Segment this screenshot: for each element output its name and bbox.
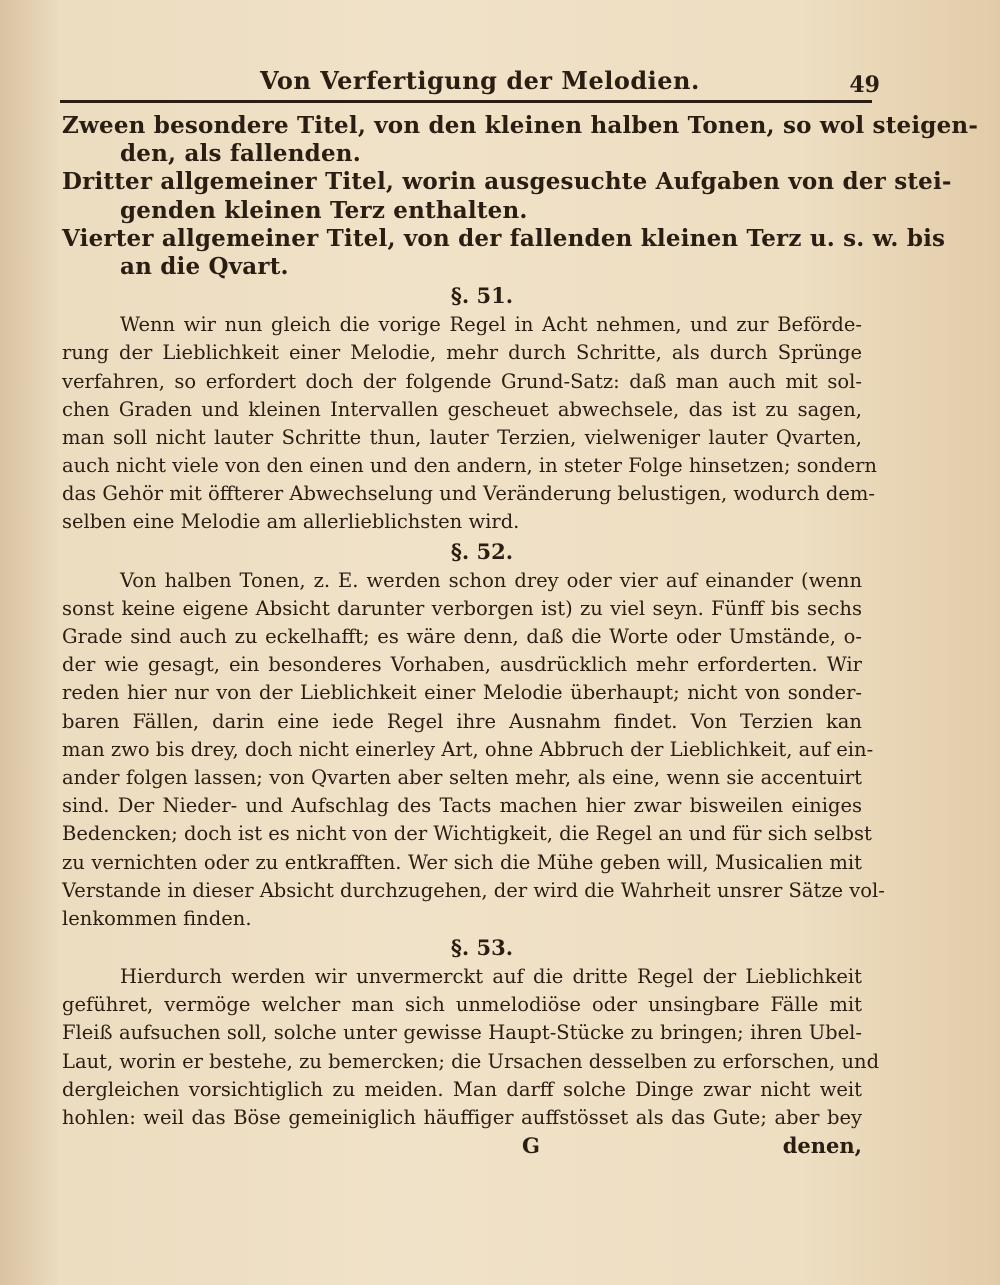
header-rule — [60, 100, 872, 103]
running-title: Von Verfertigung der Melodien. — [260, 66, 700, 95]
signature-mark: G — [522, 1133, 540, 1159]
text-line: Von halben Tonen, z. E. werden schon drey oder vier auf einander (wenn — [120, 568, 862, 592]
text-line: ander folgen lassen; von Qvarten aber selten mehr, als eine, wenn sie accentuirt — [62, 765, 862, 789]
page-footer — [62, 1132, 862, 1160]
text-line: Wenn wir nun gleich die vorige Regel in Acht nehmen, und zur Beförde- — [120, 313, 862, 337]
text-line: geführet, vermöge welcher man sich unmelodiöse oder unsingbare Fälle mit — [62, 993, 862, 1017]
text-line: lenkommen finden. — [62, 906, 252, 930]
text-line: Grade sind auch zu eckelhafft; es wäre denn, daß die Worte oder Umstände, o- — [62, 625, 862, 648]
title-line: Zween besondere Titel, von den kleinen halben Tonen, so wol steigen- — [62, 112, 979, 139]
title-entry — [62, 112, 979, 168]
section-heading: §. 53. — [450, 935, 514, 961]
text-line: man zwo bis drey, doch nicht einerley Art, ohne Abbruch der Lieblichkeit, auf ein- — [62, 737, 874, 761]
text-line: hohlen: weil das Böse gemeiniglich häuffiger auffstösset als das Gute; aber bey — [62, 1106, 862, 1129]
title-line: Dritter allgemeiner Titel, worin ausgesuchte Aufgaben von der stei- — [62, 168, 952, 196]
text-line: zu vernichten oder zu entkrafften. Wer sich die Mühe geben will, Musicalien mit — [62, 850, 862, 874]
title-entry — [62, 168, 952, 224]
title-line: an die Qvart. — [120, 252, 289, 280]
page-number: 49 — [849, 72, 880, 98]
text-line: das Gehör mit öffterer Abwechselung und Veränderung belustigen, wodurch dem- — [62, 482, 875, 506]
section-heading: §. 51. — [450, 283, 514, 309]
title-line: genden kleinen Terz enthalten. — [120, 196, 528, 224]
text-line: sind. Der Nieder- und Aufschlag des Tacts machen hier zwar bisweilen einiges — [62, 794, 862, 818]
text-line: dergleichen vorsichtiglich zu meiden. Man darff solche Dinge zwar nicht weit — [62, 1077, 862, 1101]
text-line: Hierdurch werden wir unvermerckt auf die dritte Regel der Lieblichkeit — [120, 965, 862, 989]
section-paragraph — [62, 963, 880, 1132]
text-line: man soll nicht lauter Schritte thun, lauter Terzien, vielweniger lauter Qvarten, — [62, 425, 862, 449]
text-line: Fleiß aufsuchen soll, solche unter gewisse Haupt-Stücke zu bringen; ihren Ubel- — [62, 1021, 862, 1045]
title-line: den, als fallenden. — [120, 140, 361, 168]
text-line: baren Fällen, darin eine iede Regel ihre Ausnahm findet. Von Terzien kan — [62, 709, 862, 733]
section-heading: §. 52. — [450, 538, 514, 564]
page-header — [60, 66, 880, 98]
section-paragraph — [62, 311, 877, 537]
text-line: Laut, worin er bestehe, zu bemercken; die Ursachen desselben zu erforschen, und — [62, 1049, 880, 1073]
title-entry — [62, 224, 946, 281]
title-line: Vierter allgemeiner Titel, von der fallenden kleinen Terz u. s. w. bis — [62, 224, 946, 252]
text-line: chen Graden und kleinen Intervallen gescheuet abwechsele, das ist zu sagen, — [62, 397, 862, 421]
text-line: sonst keine eigene Absicht darunter verborgen ist) zu viel seyn. Fünff bis sechs — [62, 596, 862, 620]
text-line: selben eine Melodie am allerlieblichsten wird. — [62, 510, 520, 534]
text-line: der wie gesagt, ein besonderes Vorhaben, ausdrücklich mehr erforderten. Wir — [62, 653, 862, 677]
text-line: auch nicht viele von den einen und den andern, in steter Folge hinsetzen; sondern — [62, 454, 877, 478]
text-line: rung der Lieblichkeit einer Melodie, mehr durch Schritte, als durch Sprünge — [62, 341, 862, 365]
page-body — [62, 112, 979, 1160]
text-line: reden hier nur von der Lieblichkeit einer Melodie überhaupt; nicht von sonder- — [62, 681, 862, 705]
text-line: Bedencken; doch ist es nicht von der Wichtigkeit, die Regel an und für sich selbst — [62, 822, 872, 846]
text-line: Verstande in dieser Absicht durchzugehen, der wird die Wahrheit unsrer Sätze vol- — [62, 878, 885, 902]
section-paragraph — [62, 567, 885, 933]
text-line: verfahren, so erfordert doch der folgende Grund-Satz: daß man auch mit sol- — [62, 369, 862, 393]
catchword: denen, — [782, 1133, 862, 1159]
